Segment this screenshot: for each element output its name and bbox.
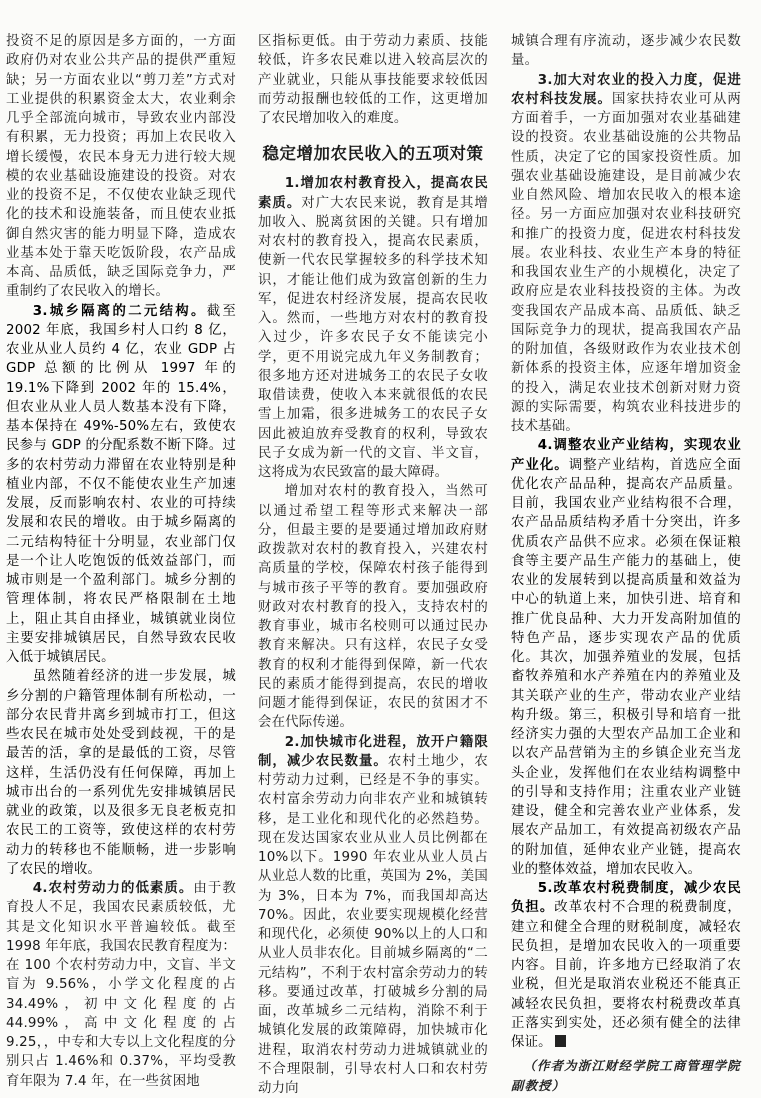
author-line: （作者为浙江财经学院工商管理学院: [511, 1056, 741, 1075]
section-title: 4.农村劳动力的低素质。: [33, 881, 194, 896]
paragraph: 城镇合理有序流动，逐步减少农民数量。: [511, 32, 741, 71]
column-1: [6, 32, 236, 1091]
end-mark-icon: [555, 1035, 566, 1047]
paragraph: 增加对农村的教育投入，当然可以通过希望工程等形式来解决一部分，但最主要的是要通过增加政府财政拨款对农村的教育投入，兴建农村高质量的学校，保障农村孩子能得到与城市孩子平等的教育。要加强政府财政对农村教育的投入，支持农村的教育事业，城市名校则可以通过民办教育来解决。只有这样，农民子女受教育的权利才能得到保障，新一代农民的素质才能得到提高，农民的增收问题才能得到保证，农民的贫困才不会在代际传递。: [258, 482, 488, 732]
section-title: 3.加大对农业的投入力度，促进农村科技发展。: [511, 73, 741, 107]
section-body: 改革农村不合理的税费制度，建立和健全合理的财税制度，减轻农民负担，是增加农民收入的一项重要内容。目前，许多地方已经取消了农业税，但光是取消农业税还不能真正减轻农民负担，要将农村税费改革真正落实到实处，还必须有健全的法律保证。: [511, 900, 741, 1050]
paragraph: 投资不足的原因是多方面的，一方面政府仍对农业公共产品的提供严重短缺；另一方面农业以“剪刀差”方式对工业提供的积累资金太大，农业剩余几乎全部流向城市，导致农业内部没有积累，无力投资；再加上农民收入增长缓慢，农民本身无力进行较大规模的农业基础设施建设的投资。对农业的投资不足，不仅使农业缺乏现代化的技术和设施装备，而且使农业抵御自然灾害的能力明显下降，造成农业基本处于靠天吃饭阶段，农产品成本高、品质低，缺乏国际竞争力，严重制约了农民收入的增长。: [6, 32, 236, 302]
section-body: 截至 2002 年底，我国乡村人口约 8 亿，农业从业人员约 4 亿，农业 GDP 占 GDP 总额的比例从 1997 年的 19.1%下降到 2002 年的 15.4%，但农业从业人员人数基本没有下降，基本保持在 49%-50%左右，致使农民参与 GDP 的分配系数不断下降。过多的农村劳动力滞留在农业特别是种植业内部，不仅不能使农业生产加速发展，反而影响农村、农业的可持续发展和农民的增收。由于城乡隔离的二元结构特征十分明显，农业部门仅是一个让人吃饱饭的低效益部门，而城市则是一个盈利部门。城乡分割的管理体制，将农民严格限制在土地上，阻止其自由择业，城镇就业岗位主要安排城镇居民，自然导致农民收入低于城镇居民。: [6, 304, 236, 666]
section-paragraph: [6, 879, 236, 1091]
author-line: 副教授）: [511, 1076, 741, 1095]
section-paragraph: [511, 879, 741, 1052]
section-body: 对广大农民来说，教育是其增加收入、脱离贫困的关键。只有增加对农村的教育投入，提高农民素质，使新一代农民掌握较多的科学技术知识，才能让他们成为致富创新的生力军，促进农村经济发展，提高农民收入。然而，一些地方对农村的教育投入过少，许多农民子女不能读完小学，更不用说完成九年义务制教育；很多地方还对进城务工的农民子女收取借读费，使收入本来就很低的农民雪上加霜，很多进城务工的农民子女因此被迫放弃受教育的权利，导致农民子女成为新一代的文盲、半文盲，这将成为农民致富的最大障碍。: [258, 196, 488, 481]
paragraph: 区指标更低。由于劳动力素质、技能较低，许多农民难以进入较高层次的产业就业，只能从事技能要求较低因而劳动报酬也较低的工作，这更增加了农民增加收入的难度。: [258, 32, 488, 128]
section-paragraph: [511, 436, 741, 879]
section-title: 5.改革农村税费制度，减少农民负担。: [511, 881, 741, 915]
section-body: 国家扶持农业可从两方面着手，一方面加强对农业基础建设的投资。农业基础设施的公共物品性质，决定了它的国家投资性质。加强农业基础设施建设，是目前减少农业自然风险、增加农民收入的根本途径。另一方面应加强对农业科技研究和推广的投资力度，促进农村科技发展。农业科技、农业生产本身的特征和我国农业生产的小规模化，决定了政府应是农业科技投资的主体。为改变我国农产品成本高、品质低、缺乏国际竞争力的现状，提高我国农产品的附加值，各级财政作为农业技术创新体系的投资主体，应逐年增加资金的投入，满足农业技术创新对财力资源的实际需要，构筑农业科技进步的技术基础。: [511, 92, 741, 434]
section-title: 3.城乡隔离的二元结构。: [33, 304, 207, 319]
section-paragraph: [258, 733, 488, 1098]
paragraph: 虽然随着经济的进一步发展，城乡分割的户籍管理体制有所松动，一部分农民背井离乡到城市打工，但这些农民在城市处处受到歧视，干的是最苦的活，拿的是最低的工资，尽管这样，生活仍没有任何保障，再加上城市出台的一系列优先安排城镇居民就业的政策，以及很多无良老板克扣农民工的工资等，致使这样的农村劳动力的转移也不能顺畅，进一步影响了农民的增收。: [6, 667, 236, 879]
section-paragraph: [6, 302, 236, 668]
section-title: 4.调整农业产业结构，实现农业产业化。: [511, 438, 741, 472]
section-heading: 稳定增加农民收入的五项对策: [258, 143, 488, 165]
column-3: [511, 32, 741, 1095]
section-title: 1.增加农村教育投入，提高农民素质。: [258, 176, 488, 210]
section-paragraph: [511, 71, 741, 437]
section-title: 2.加快城市化进程，放开户籍限制，减少农民数量。: [258, 735, 488, 769]
section-body: 调整产业结构，首选应全面优化农产品品种，提高农产品质量。目前，我国农业产业结构很不合理，农产品品质结构矛盾十分突出，许多优质农产品供不应求。必须在保证粮食等主要产品生产能力的基础上，使农业的发展转到以提高质量和效益为中心的轨道上来，加快引进、培育和推广优良品种、大力开发高附加值的特色产品，逐步实现农产品的优质化。其次，加强养殖业的发展，包括畜牧养殖和水产养殖在内的养殖业及其关联产业的生产，带动农业产业结构升级。第三，积极引导和培育一批经济实力强的大型农产品加工企业和以农产品营销为主的乡镇企业充当龙头企业，发挥他们在农业结构调整中的引导和支持作用；注重农业产业链建设，健全和完善农业产业体系，发展农产品加工，有效提高初级农产品的附加值，延伸农业产业链，提高农业的整体效益，增加农民收入。: [511, 458, 741, 877]
section-body: 农村土地少，农村劳动力过剩，已经是不争的事实。农村富余劳动力向非农产业和城镇转移，是工业化和现代化的必然趋势。现在发达国家农业从业人员比例都在 10%以下。1990 年农业从业人员占从业总人数的比重，英国为 2%，美国为 3%，日本为 7%，而我国却高达 70%。因此，农业要实现规模化经营和现代化，必须使 90%以上的人口和从业人员非农化。目前城乡隔离的“二元结构”，不利于农村富余劳动力的转移。要通过改革，打破城乡分割的局面，改革城乡二元结构，消除不利于城镇化发展的政策障碍，加快城市化进程，取消农村劳动力进城镇就业的不合理限制，引导农村人口和农村劳动力向: [258, 754, 488, 1096]
author-note: [511, 1056, 741, 1095]
column-2: [258, 32, 488, 1098]
section-paragraph: [258, 174, 488, 482]
section-body: 由于教育投人不足，我国农民素质较低，尤其是文化知识水平普遍较低。截至 1998 年年底，我国农民教育程度为：在 100 个农村劳动力中，文盲、半文盲为 9.56%，小学文化程度的占 34.49%，初中文化程度的占 44.99%，高中文化程度的占 9.25，，中专和大专以上文化程度的分别只占 1.46%和 0.37%，平均受教育年限为 7.4 年，在一些贫困地: [6, 881, 236, 1089]
